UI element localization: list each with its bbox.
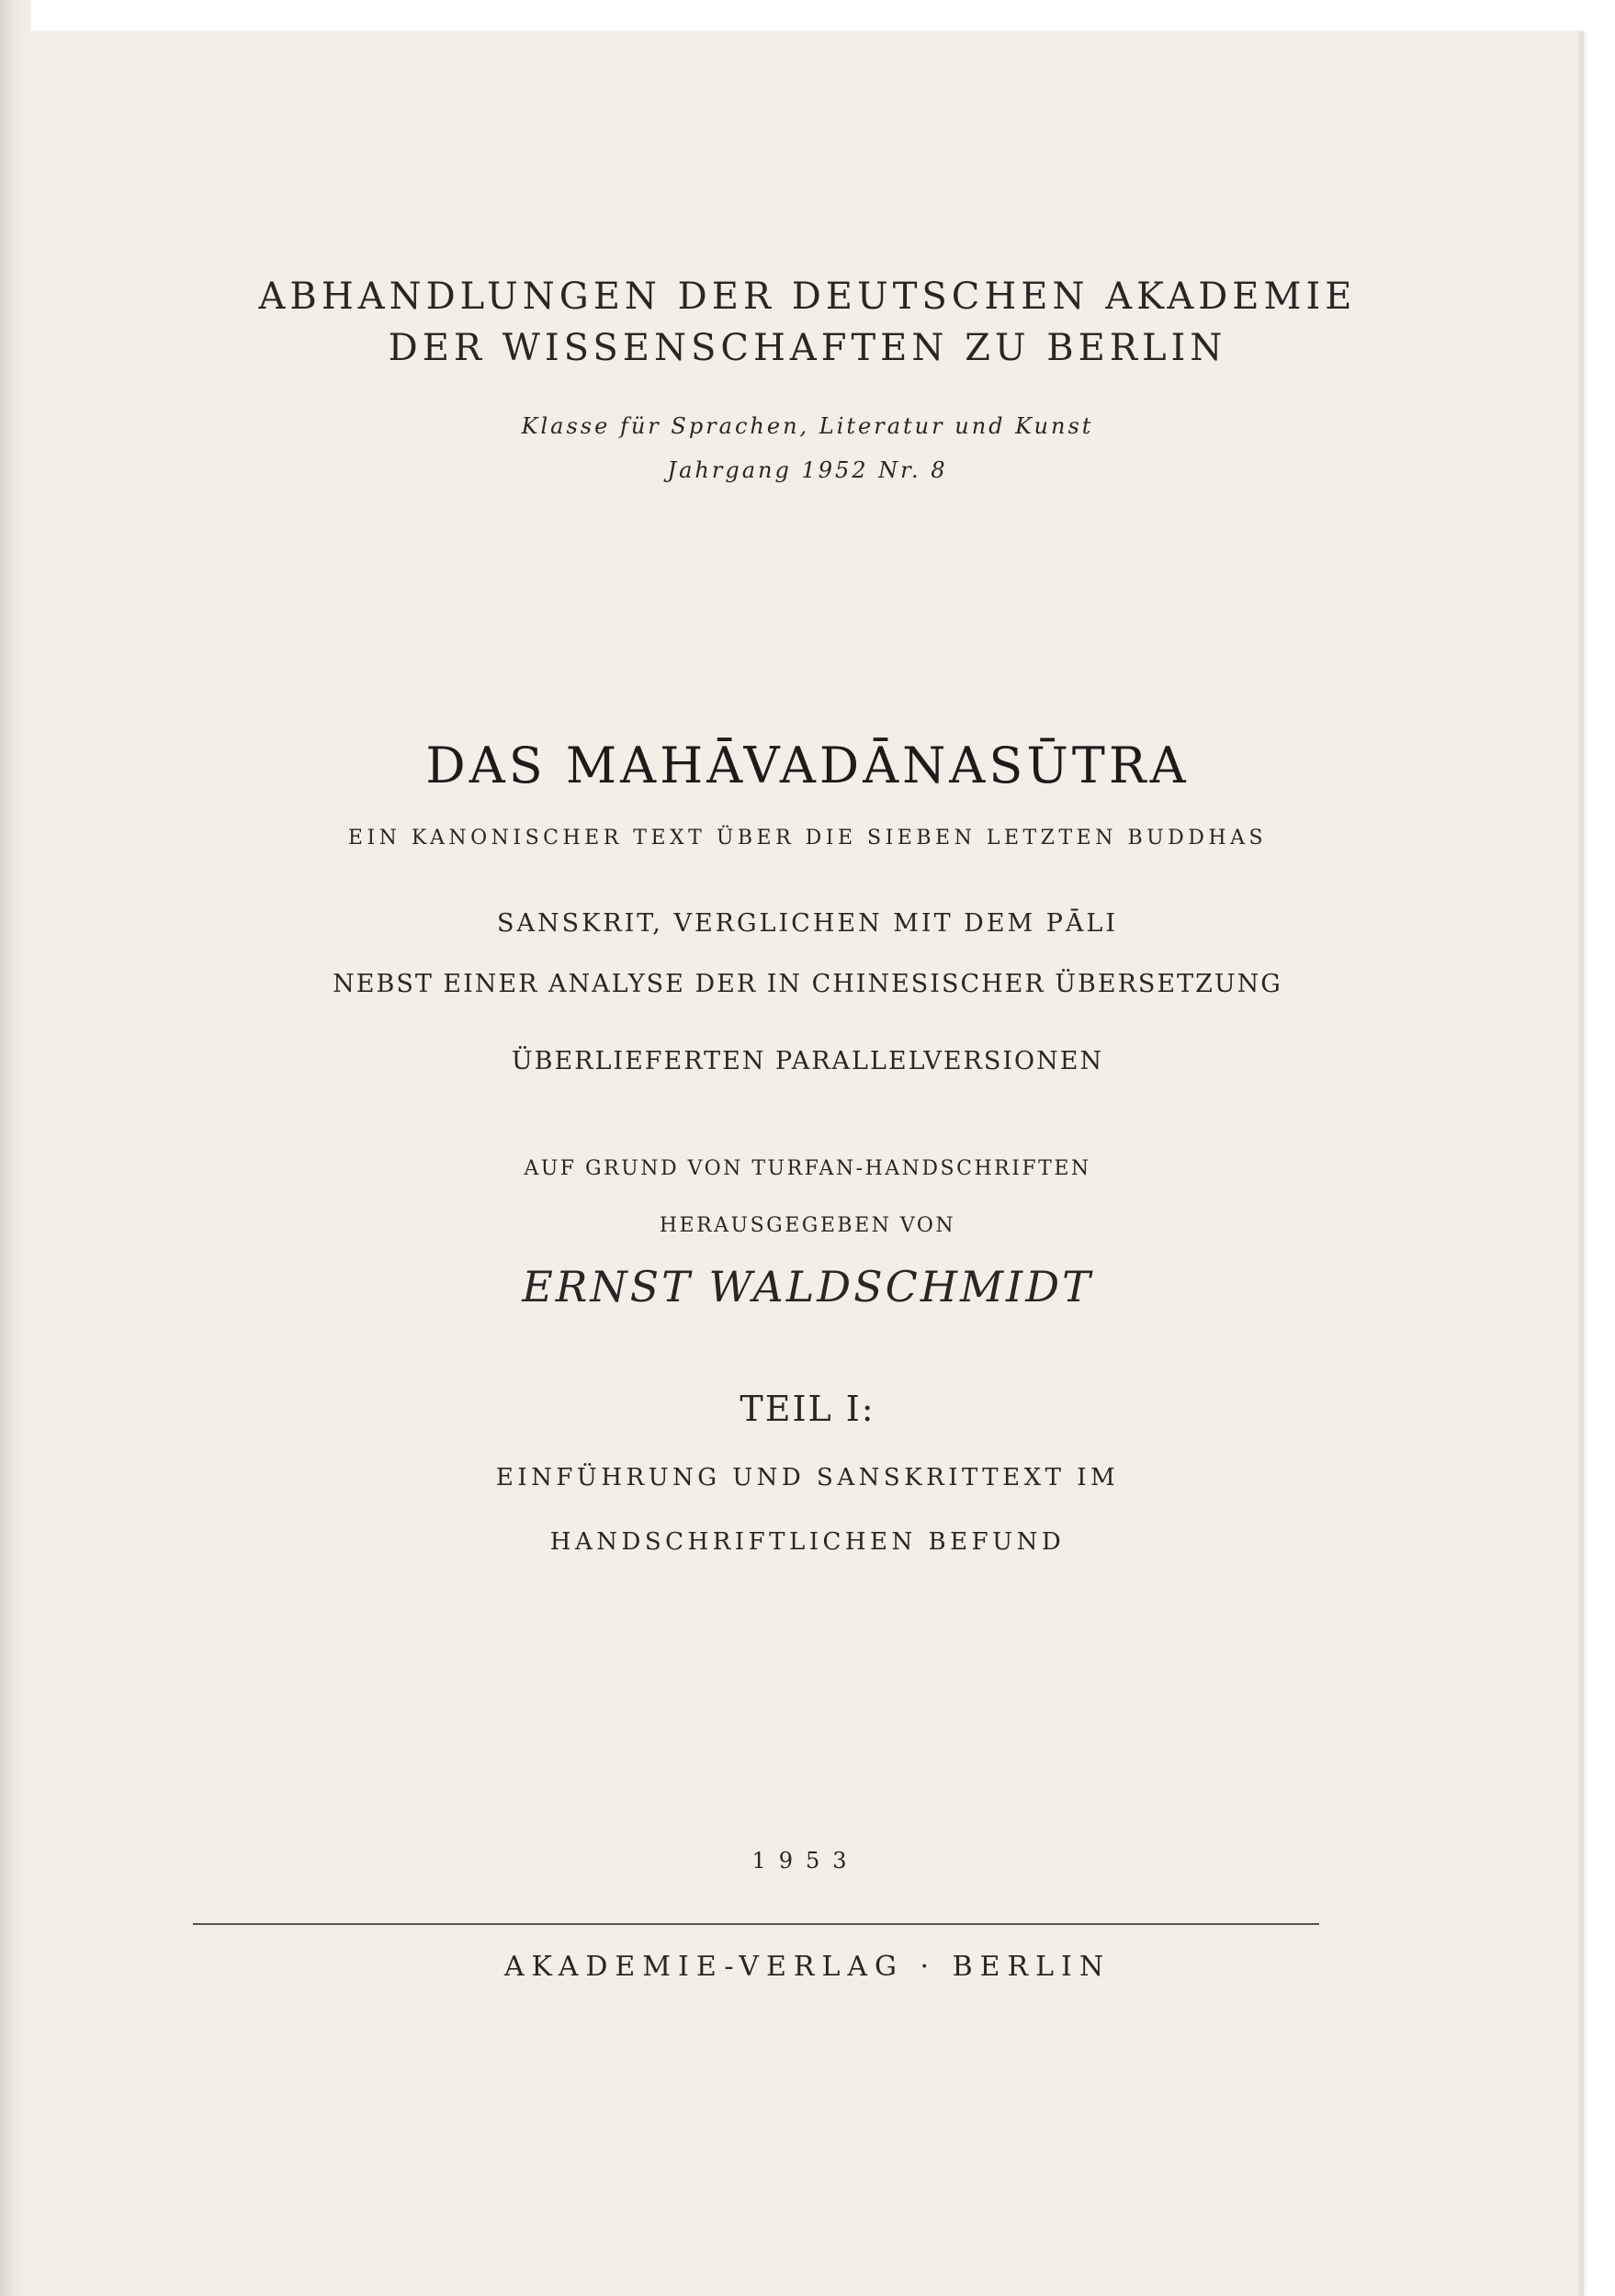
part-label: TEIL I:: [740, 1389, 875, 1429]
book-title: DAS MAHĀVADĀNASŪTRA: [425, 737, 1190, 794]
subtitle-line-3: NEBST EINER ANALYSE DER IN CHINESISCHER ÜBERSETZUNG: [333, 970, 1282, 998]
imprint-divider: [193, 1923, 1319, 1925]
series-volume: Jahrgang 1952 Nr. 8: [667, 457, 948, 483]
series-title-line-2: DER WISSENSCHAFTEN ZU BERLIN: [388, 327, 1227, 369]
preceding-page-edge: [0, 0, 31, 2296]
publisher: AKADEMIE-VERLAG · BERLIN: [503, 1951, 1112, 1983]
subtitle-line-4: ÜBERLIEFERTEN PARALLELVERSIONEN: [511, 1047, 1104, 1075]
edited-by-label: HERAUSGEGEBEN VON: [659, 1214, 956, 1237]
subtitle-line-2: SANSKRIT, VERGLICHEN MIT DEM PĀLI: [496, 909, 1119, 938]
series-class: Klasse für Sprachen, Literatur und Kunst: [521, 413, 1094, 439]
publication-year: 1953: [751, 1848, 860, 1874]
page-edge-right: [1578, 31, 1584, 2296]
author-name: ERNST WALDSCHMIDT: [522, 1262, 1093, 1311]
source-basis: AUF GRUND VON TURFAN-HANDSCHRIFTEN: [524, 1157, 1091, 1180]
title-page: [31, 31, 1584, 2296]
subtitle-line-1: EIN KANONISCHER TEXT ÜBER DIE SIEBEN LETZTEN BUDDHAS: [347, 827, 1268, 850]
series-title-line-1: ABHANDLUNGEN DER DEUTSCHEN AKADEMIE: [258, 276, 1357, 318]
part-description-line-2: HANDSCHRIFTLICHEN BEFUND: [549, 1528, 1066, 1556]
part-description-line-1: EINFÜHRUNG UND SANSKRITTEXT IM: [495, 1464, 1120, 1491]
